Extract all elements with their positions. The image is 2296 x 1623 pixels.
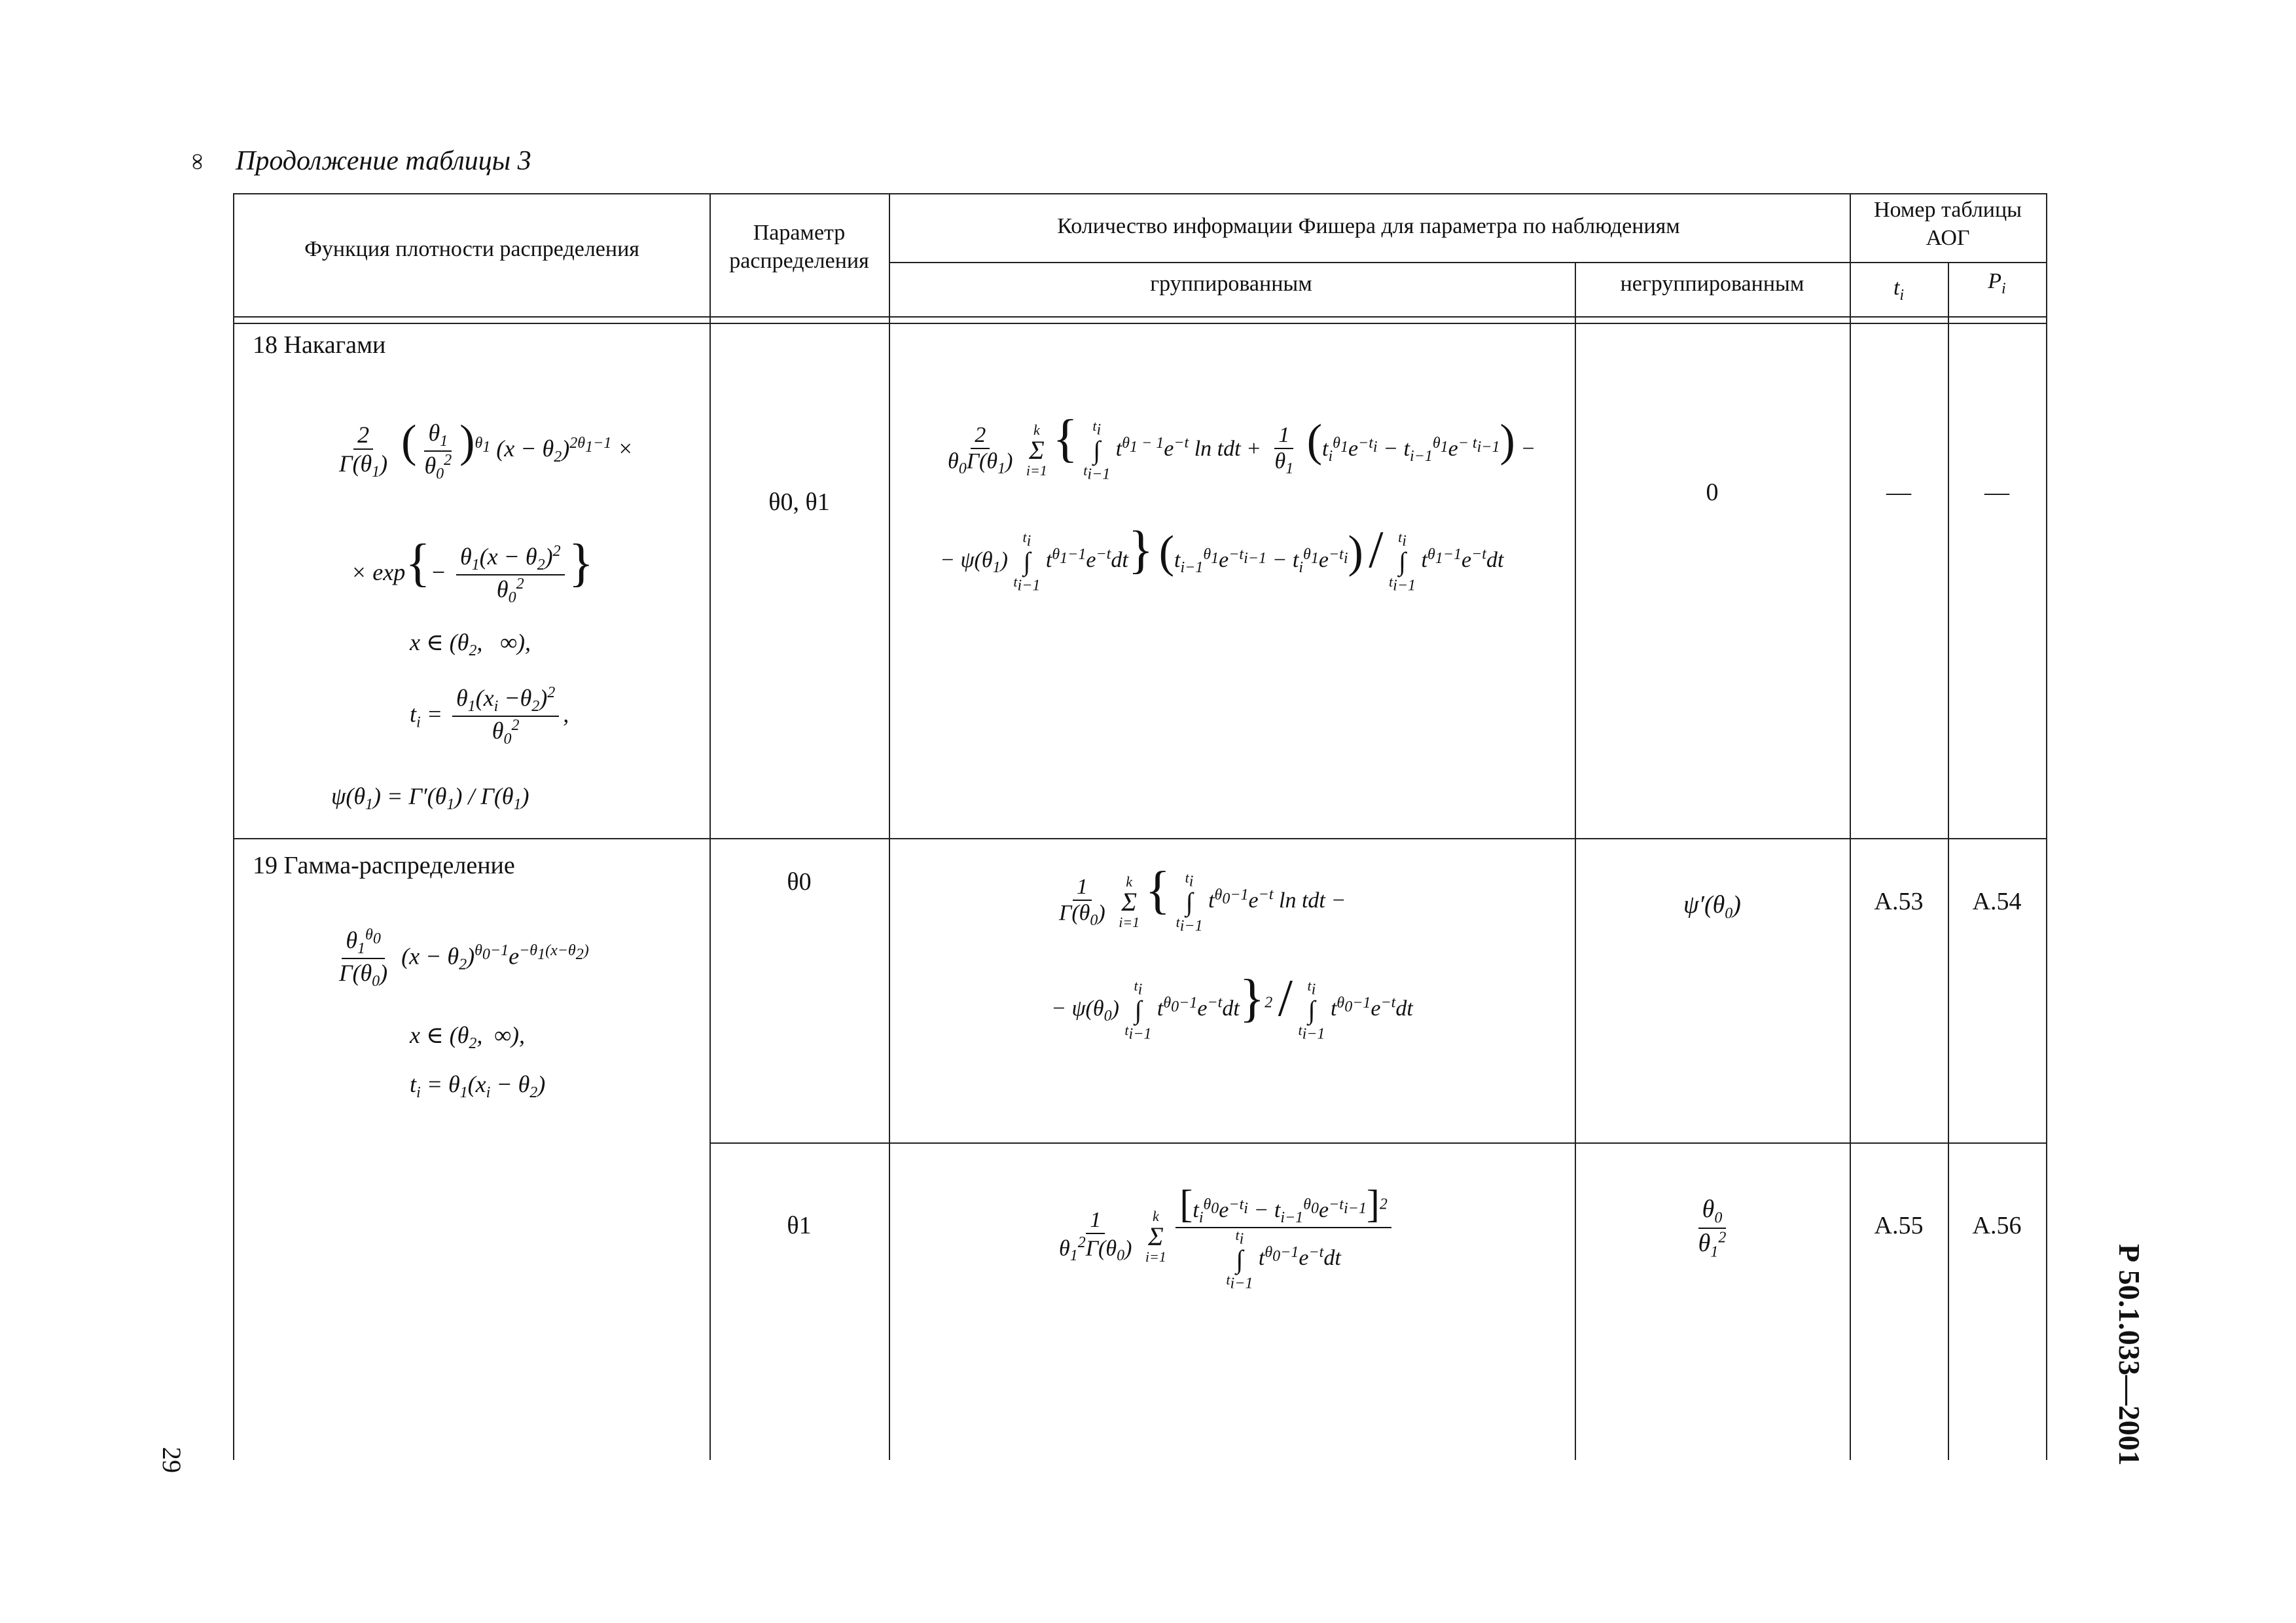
col-divider-1 (709, 193, 711, 1460)
header-subdivider (889, 262, 2047, 263)
standard-code: Р 50.1.033—2001 (2113, 1244, 2146, 1466)
table-border-right (2046, 193, 2047, 1460)
row-19a-table-pi: А.54 (1972, 888, 2022, 915)
row-19b-parameter: θ1 (787, 1212, 812, 1239)
header-bottom-1 (233, 316, 2047, 318)
row-18-table-pi: — (1984, 479, 2009, 506)
table-border-left (233, 193, 234, 1460)
row-18-grouped-line2: − $\psi(\theta_1)$ $t_i$ ∫ $t_{i-1}$ $t^{\theta_1-1}e^{-t}dt$} $(t_{i-1}^{\theta_1}e^{-t_{i-1}} - t_i^{\theta_1}e^{-t_i}) / t_i$ ∫ $t_{i-1}$ $t^{\theta_1-1}e^{-t}dt$ (940, 521, 1504, 594)
page-number: 29 (157, 1447, 187, 1473)
row-19b-grouped: $\frac{1}{\theta_1^2\Gamma(\theta_0)}$ k Σ i=1 $[t_i^{\theta_0}e^{-t_i} - t_{i-1}^{\theta_0}e^{-t_{i-1}}]^2$ $t_i$ ∫ $t_{i-1}$ $t^{\theta_0-1}e^{-t}dt$ (1051, 1182, 1395, 1292)
row-18-domain: x ∈ ($\theta_2$, ∞), (410, 629, 531, 660)
col-divider-4 (1850, 193, 1851, 1460)
row-19-domain: x ∈ ($\theta_2$, ∞), (410, 1022, 525, 1053)
col-divider-3 (1575, 262, 1576, 1460)
row-19a-ungrouped: $\psi'(\theta_0)$ (1683, 891, 1741, 922)
header-pi: $P_i$ (1988, 269, 2006, 297)
fisher-table (233, 193, 2047, 1460)
header-fisher: Количество информации Фишера для параметра по наблюдениям (1057, 214, 1680, 238)
row-19a-table-ti: А.53 (1874, 888, 1924, 915)
row-divider-18-19 (233, 838, 2047, 839)
col-divider-2 (889, 193, 890, 1460)
row-19a-grouped-line1: $\frac{1}{\Gamma(\theta_0)}$ k Σ i=1 { $t_i$ ∫ $t_{i-1}$ $t^{\theta_0-1}e^{-t}$ ln tdt − (1059, 862, 1346, 935)
row-19b-table-ti: А.55 (1874, 1212, 1924, 1239)
table-border-top (233, 193, 2047, 194)
row-18-psi-def: $\psi(\theta_1) = \Gamma'(\theta_1) / \Gamma(\theta_1)$ (331, 783, 529, 814)
row-19-density: $\frac{\theta_1^{\theta_0}}{\Gamma(\theta_0)}$ $(x - \theta_2)^{\theta_0-1}e^{-\theta_1(x-\theta_2)}$ (339, 926, 589, 991)
header-ti: $t_i$ (1893, 276, 1905, 304)
corner-mark: ∞ (185, 153, 211, 170)
row-18-parameter: θ0, θ1 (768, 488, 830, 516)
row-18-grouped-line1: $\frac{2}{\theta_0\Gamma(\theta_1)}$ k Σ i=1 { $t_i$ ∫ $t_{i-1}$ $t^{\theta_1 - 1}e^{-t}$ ln tdt + $\frac{1}{\theta_1}$ $(t_i^{\theta_1}e^{-t_i} - t_{i-1}^{\theta_1}e^{- t_{i-1}})$ − (948, 410, 1536, 483)
header-density: Функция плотности распределения (304, 237, 639, 261)
row-19b-table-pi: А.56 (1972, 1212, 2022, 1239)
header-bottom-2 (233, 323, 2047, 324)
row-18-density-line2: × exp{− $\frac{\theta_1(x - \theta_2)^2}{\theta_0^2}$ } (351, 534, 594, 606)
header-grouped: группированным (1150, 272, 1312, 296)
subrow-divider (709, 1142, 2047, 1144)
header-parameter: Параметр распределения (729, 221, 869, 273)
row-19-title: 19 Гамма-распределение (253, 852, 515, 879)
table-caption: Продолжение таблицы 3 (236, 146, 531, 176)
col-divider-5 (1948, 262, 1949, 1460)
row-19b-ungrouped: $\frac{\theta_0}{\theta_1^2}$ (1698, 1195, 1727, 1261)
row-18-density-line1: $\frac{2}{\Gamma(\theta_1)}$ ( $\frac{\theta_1}{\theta_0^2}$ )$^{\theta_1}$ $(x - \theta_2)^{2\theta_1-1}$ × (339, 416, 634, 483)
row-19a-parameter: θ0 (787, 868, 812, 896)
row-19a-grouped-line2: − $\psi(\theta_0)$ $t_i$ ∫ $t_{i-1}$ $t^{\theta_0-1}e^{-t}dt\}^2 / t_i$ ∫ $t_{i-1}$ $t^{\theta_0-1}e^{-t}dt$ (1051, 970, 1413, 1043)
row-18-title: 18 Накагами (253, 331, 386, 359)
row-19-ti-def: $t_i = \theta_1(x_i - \theta_2)$ (410, 1071, 546, 1102)
header-aog: Номер таблицы АОГ (1873, 198, 2022, 250)
row-18-ungrouped: 0 (1706, 479, 1719, 506)
row-18-table-ti: — (1886, 479, 1911, 506)
header-ungrouped: негруппированным (1620, 272, 1804, 296)
row-18-ti-def: $t_i$ = $\frac{\theta_1(x_i -\theta_2)^2}{\theta_0^2}$ , (410, 684, 569, 748)
